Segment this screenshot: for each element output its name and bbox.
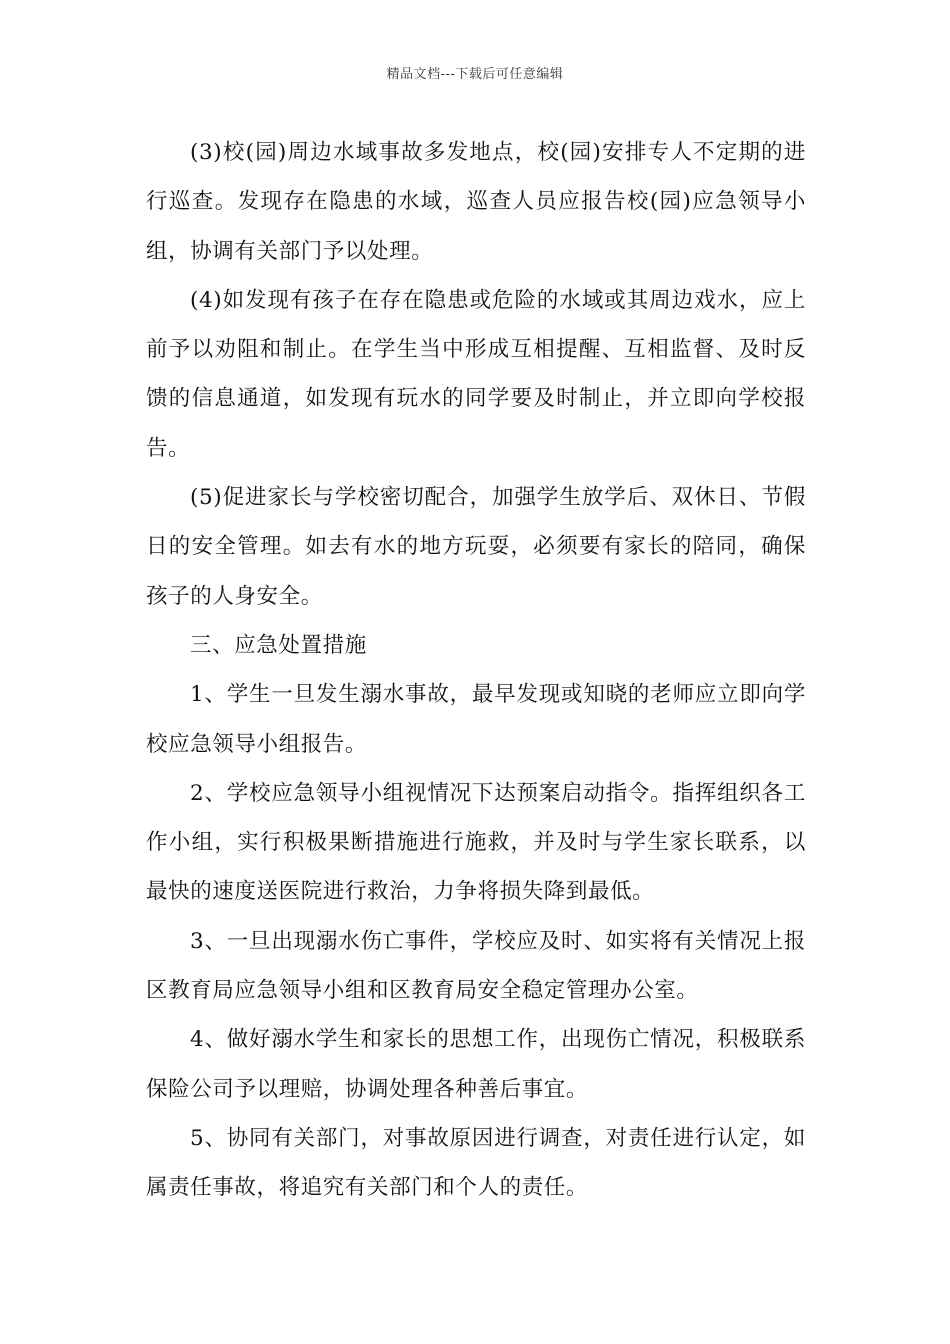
measure-item-1: 1、学生一旦发生溺水事故，最早发现或知晓的老师应立即向学校应急领导小组报告。 <box>146 682 806 757</box>
paragraph-item-3: (3)校(园)周边水域事故多发地点，校(园)安排专人不定期的进行巡查。发现存在隐患的水域，巡查人员应报告校(园)应急领导小组，协调有关部门予以处理。 <box>146 140 806 264</box>
section-heading: 三、应急处置措施 <box>190 632 367 658</box>
measure-item-3: 3、一旦出现溺水伤亡事件，学校应及时、如实将有关情况上报区教育局应急领导小组和区教育局安全稳定管理办公室。 <box>146 928 806 1004</box>
page-header: 精品文档---下载后可任意编辑 <box>386 67 564 82</box>
document-body <box>146 128 806 1213</box>
paragraph-item-5: (5)促进家长与学校密切配合，加强学生放学后、双休日、节假日的安全管理。如去有水的地方玩耍，必须要有家长的陪同，确保孩子的人身安全。 <box>146 485 806 609</box>
measure-item-5: 5、协同有关部门，对事故原因进行调查，对责任进行认定，如属责任事故，将追究有关部门和个人的责任。 <box>146 1125 806 1201</box>
paragraph-item-4: (4)如发现有孩子在存在隐患或危险的水域或其周边戏水，应上前予以劝阻和制止。在学生当中形成互相提醒、互相监督、及时反馈的信息通道，如发现有玩水的同学要及时制止，并立即向学校报告。 <box>146 287 806 461</box>
measure-item-4: 4、做好溺水学生和家长的思想工作，出现伤亡情况，积极联系保险公司予以理赔，协调处理各种善后事宜。 <box>146 1027 806 1102</box>
measure-item-2: 2、学校应急领导小组视情况下达预案启动指令。指挥组织各工作小组，实行积极果断措施进行施救，并及时与学生家长联系，以最快的速度送医院进行救治，力争将损失降到最低。 <box>146 780 806 905</box>
